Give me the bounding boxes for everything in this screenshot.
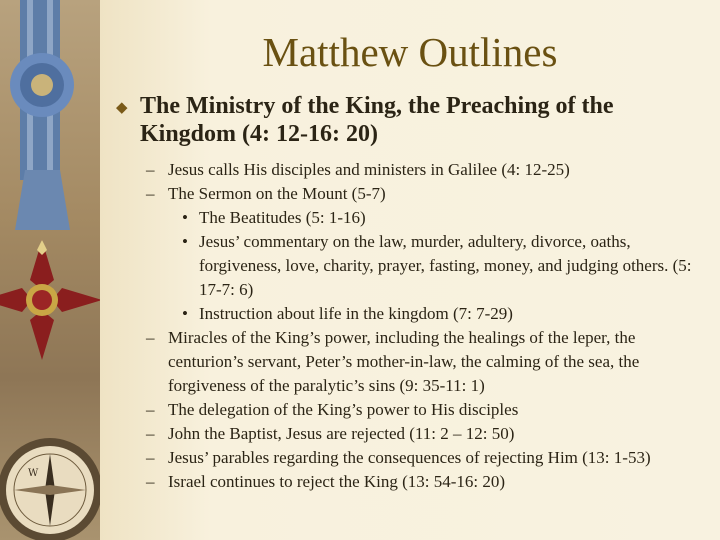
list-item-text: Jesus’ parables regarding the consequences of rejecting Him (13: 1-53) (168, 448, 651, 467)
main-point-text: The Ministry of the King, the Preaching of the Kingdom (4: 12-16: 20) (140, 93, 614, 147)
list-item-text: Jesus calls His disciples and ministers in Galilee (4: 12-25) (168, 160, 570, 179)
list-item-text: The delegation of the King’s power to His disciples (168, 400, 519, 419)
dash-bullet-icon: – (146, 448, 155, 467)
list-item (110, 470, 710, 494)
list-item (110, 158, 710, 182)
list-item (110, 326, 710, 398)
sub-list-item (110, 206, 710, 230)
sub-list-item (110, 230, 710, 302)
list-item-text: The Beatitudes (5: 1-16) (199, 208, 366, 227)
decorative-medal-image (0, 0, 100, 540)
dash-bullet-icon: – (146, 400, 155, 419)
list-item-text: Israel continues to reject the King (13: 54-16: 20) (168, 472, 506, 491)
svg-text:W: W (28, 468, 39, 479)
compass-icon (0, 438, 100, 540)
dot-bullet-icon: • (182, 208, 188, 227)
list-item-text: John the Baptist, Jesus are rejected (11: 2 – 12: 50) (168, 424, 515, 443)
list-item-text: The Sermon on the Mount (5-7) (168, 184, 386, 203)
diamond-bullet-icon: ◆ (116, 100, 128, 116)
dash-bullet-icon: – (146, 160, 155, 179)
list-item (110, 446, 710, 470)
sub-list-item (110, 302, 710, 326)
slide-title: Matthew Outlines (262, 29, 558, 75)
list-item-text: Jesus’ commentary on the law, murder, adultery, divorce, oaths, forgiveness, love, charity, prayer, fasting, money, and judging others. (5: 17-7: 6) (199, 232, 692, 299)
dash-bullet-icon: – (146, 328, 155, 347)
dot-bullet-icon: • (182, 232, 188, 251)
list-item (110, 422, 710, 446)
dash-bullet-icon: – (146, 424, 155, 443)
list-item (110, 398, 710, 422)
dash-bullet-icon: – (146, 472, 155, 491)
medal-compass-illustration (0, 0, 100, 540)
list-item-text: Miracles of the King’s power, including the healings of the leper, the centurion’s servant, Peter’s mother-in-law, the calming of the sea, the forgiveness of the paralytic’s sins (9: 35-11: 1) (168, 328, 640, 395)
list-item-text: Instruction about life in the kingdom (7: 7-29) (199, 304, 513, 323)
dot-bullet-icon: • (182, 304, 188, 323)
main-bullet-point (110, 92, 710, 148)
cross-medal-icon (0, 240, 100, 360)
list-item (110, 182, 710, 206)
slide-content (110, 92, 710, 494)
dash-bullet-icon: – (146, 184, 155, 203)
